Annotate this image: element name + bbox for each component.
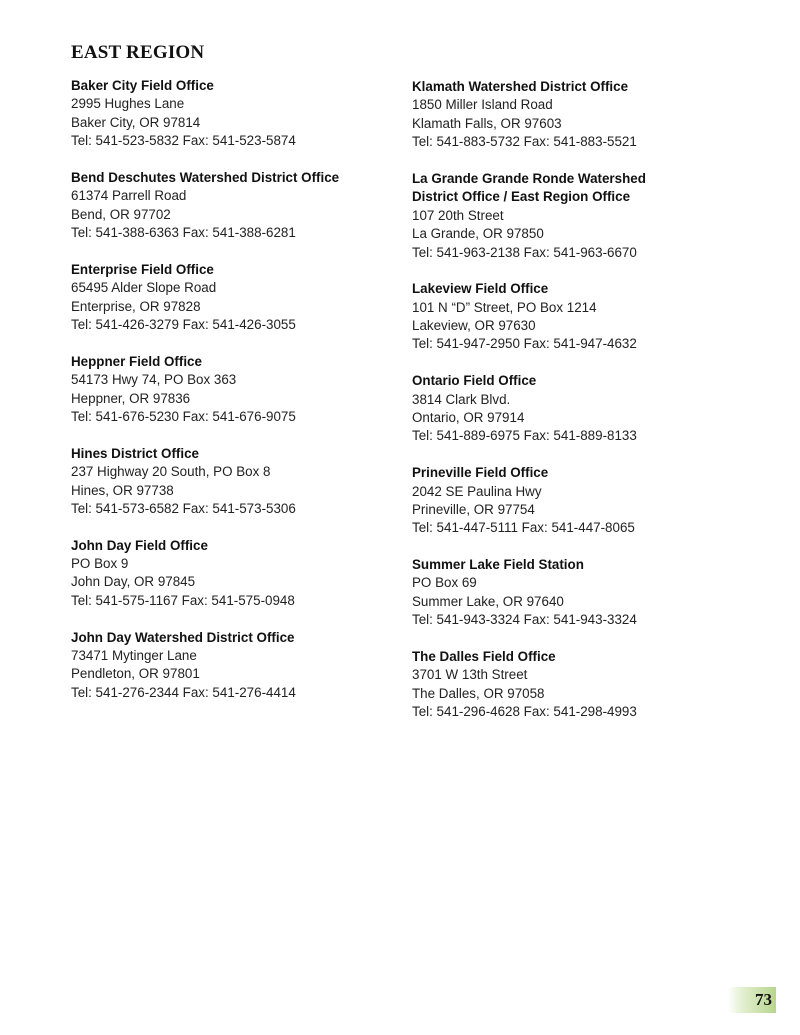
office-phone: Tel: 541-296-4628 Fax: 541-298-4993 <box>412 704 637 720</box>
office-name: The Dalles Field Office <box>412 648 556 664</box>
office-address: 2042 SE Paulina Hwy <box>412 483 542 499</box>
office-address: 107 20th Street <box>412 207 504 223</box>
office-phone: Tel: 541-575-1167 Fax: 541-575-0948 <box>71 592 295 608</box>
office-address: 54173 Hwy 74, PO Box 363 <box>71 372 237 388</box>
page-number-tab <box>728 987 776 1013</box>
office-phone: Tel: 541-947-2950 Fax: 541-947-4632 <box>412 336 637 352</box>
office-city: John Day, OR 97845 <box>71 574 196 590</box>
office-phone: Tel: 541-276-2344 Fax: 541-276-4414 <box>71 684 296 700</box>
office-name: Klamath Watershed District Office <box>412 79 629 94</box>
office-address: 237 Highway 20 South, PO Box 8 <box>71 464 271 480</box>
office-city: La Grande, OR 97850 <box>412 226 544 242</box>
office-phone: Tel: 541-388-6363 Fax: 541-388-6281 <box>71 225 296 241</box>
office-address: 61374 Parrell Road <box>71 188 187 204</box>
office-name: Summer Lake Field Station <box>412 557 584 573</box>
office-address: 3814 Clark Blvd. <box>412 391 511 407</box>
office-address: 1850 Miller Island Road <box>412 97 553 113</box>
office-address: 101 N “D” Street, PO Box 1214 <box>412 299 597 315</box>
office-entry <box>412 170 772 262</box>
office-name: John Day Field Office <box>71 537 208 553</box>
office-name: La Grande Grande Ronde Watershed <box>412 170 646 186</box>
office-entry <box>71 261 411 335</box>
office-city: Heppner, OR 97836 <box>71 390 191 406</box>
office-entry <box>71 445 411 519</box>
office-entry <box>412 280 772 354</box>
office-city: Ontario, OR 97914 <box>412 409 525 425</box>
office-name: Ontario Field Office <box>412 373 537 389</box>
office-entry <box>412 78 772 152</box>
office-entry <box>412 648 772 722</box>
office-phone: Tel: 541-676-5230 Fax: 541-676-9075 <box>71 408 296 424</box>
office-phone: Tel: 541-963-2138 Fax: 541-963-6670 <box>412 244 637 260</box>
office-city: Summer Lake, OR 97640 <box>412 593 564 609</box>
office-entry <box>412 556 772 630</box>
office-name-continued: District Office / East Region Office <box>412 189 631 205</box>
office-city: Prineville, OR 97754 <box>412 501 535 517</box>
office-phone: Tel: 541-889-6975 Fax: 541-889-8133 <box>412 428 637 444</box>
region-title: EAST REGION <box>71 42 205 63</box>
office-address: 2995 Hughes Lane <box>71 96 185 112</box>
office-name: Lakeview Field Office <box>412 281 549 297</box>
office-city: Lakeview, OR 97630 <box>412 318 536 334</box>
office-address: PO Box 9 <box>71 556 129 572</box>
office-entry <box>71 77 411 151</box>
office-entry <box>71 537 411 611</box>
office-list-left <box>71 77 411 720</box>
office-name: Baker City Field Office <box>71 78 214 93</box>
office-address: 65495 Alder Slope Road <box>71 280 217 296</box>
office-address: 73471 Mytinger Lane <box>71 647 197 663</box>
office-phone: Tel: 541-883-5732 Fax: 541-883-5521 <box>412 134 637 150</box>
office-name: Heppner Field Office <box>71 353 202 369</box>
office-name: Bend Deschutes Watershed District Office <box>71 169 340 185</box>
office-address: PO Box 69 <box>412 575 477 591</box>
office-name: Prineville Field Office <box>412 465 549 481</box>
office-entry <box>71 629 411 703</box>
office-city: Hines, OR 97738 <box>71 482 174 498</box>
office-name: Hines District Office <box>71 445 199 461</box>
office-city: Baker City, OR 97814 <box>71 114 201 130</box>
office-entry <box>412 372 772 446</box>
office-phone: Tel: 541-943-3324 Fax: 541-943-3324 <box>412 612 637 628</box>
office-name: Enterprise Field Office <box>71 261 214 277</box>
office-name: John Day Watershed District Office <box>71 629 295 645</box>
office-list-right <box>412 78 772 740</box>
office-city: The Dalles, OR 97058 <box>412 685 545 701</box>
office-entry <box>71 353 411 427</box>
office-city: Enterprise, OR 97828 <box>71 298 201 314</box>
office-city: Klamath Falls, OR 97603 <box>412 115 562 131</box>
office-entry <box>71 169 411 243</box>
office-phone: Tel: 541-447-5111 Fax: 541-447-8065 <box>412 520 635 536</box>
office-phone: Tel: 541-426-3279 Fax: 541-426-3055 <box>71 317 296 333</box>
office-phone: Tel: 541-523-5832 Fax: 541-523-5874 <box>71 133 296 149</box>
office-address: 3701 W 13th Street <box>412 667 528 683</box>
office-city: Bend, OR 97702 <box>71 206 171 222</box>
office-phone: Tel: 541-573-6582 Fax: 541-573-5306 <box>71 500 296 516</box>
office-entry <box>412 464 772 538</box>
page-number: 73 <box>755 990 772 1009</box>
office-city: Pendleton, OR 97801 <box>71 666 200 682</box>
